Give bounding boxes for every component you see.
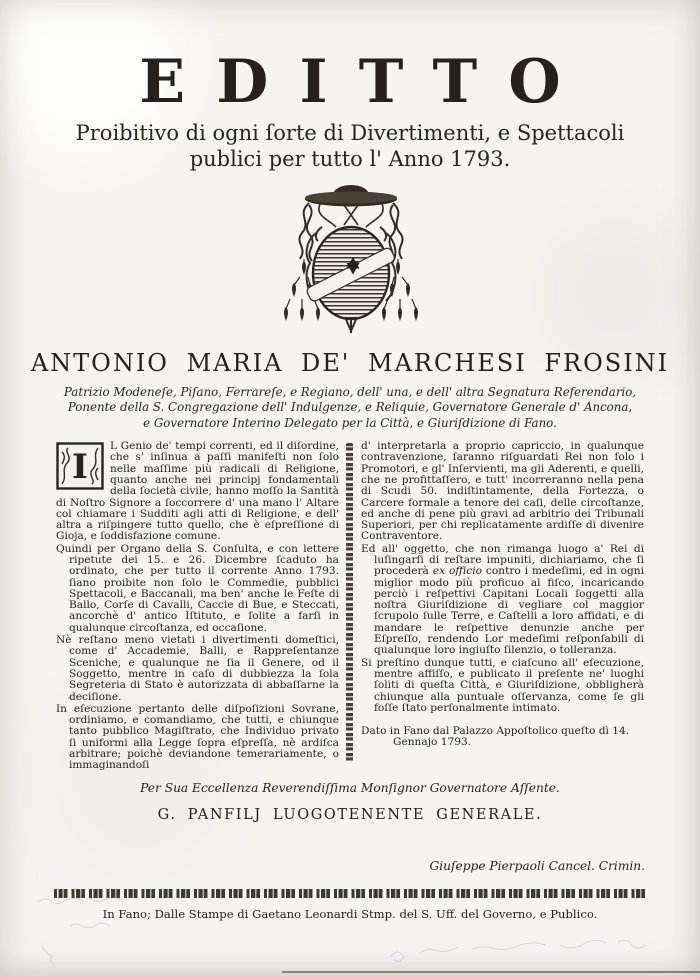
paragraph — [56, 441, 339, 543]
latin-phrase: ex officio — [432, 565, 482, 578]
coat-of-arms-icon — [260, 181, 440, 339]
paragraph: Quindi per Organo della S. Conſulta, e con lettere ripetute dei 15. e 26. Dicembre ſcaduto ha ordinato, che per tutto il corrente Anno 1793. ſiano proibite non ſolo le Commedie, pubblici Spettacoli, e Baccanali, ma ben' anche le Feſte di Ballo, Corſe di Cavalli, Caccie di Bue, e Steccati, ancorchè d' antico Iſtituto, e ſolite a farſi in qualunque circoſtanza, ed occaſione. — [56, 542, 339, 634]
paragraph: In eſecuzione pertanto delle diſpoſizioni Sovrane, ordiniamo, e comandiamo, che tutti, e chiunque tanto pubblico Magiſtrato, che Individuo privato ſi uniformi alla Legge ſopra eſpreſſa, nè ardiſca arbitrare; poichè deviandone temerariamente, o immaginandoſi — [56, 702, 339, 772]
body-column-right — [361, 441, 644, 773]
coat-of-arms — [0, 181, 700, 339]
body-columns — [56, 441, 644, 773]
column-divider-ornament — [346, 443, 353, 763]
paragraph: Nè reſtano meno vietati i divertimenti domeſtici, come d' Accademie, Balli, e Rappreſentanze Sceniche, e qualunque ne ſia il Genere, od il Soggetto, mentre in caſo di dubbiezza la ſola Segreteria di Stato è autorizzata di abbaſſarne la deciſione. — [56, 634, 339, 703]
author-titles — [0, 385, 700, 431]
chancellor-signature: Giuſeppe Pierpaoli Cancel. Crimin. — [429, 858, 645, 873]
paragraph-text: Ed all' oggetto, che non rimanga luogo a' Rei di luſingarſi di reſtare impuniti, dichiariamo, che ſi procederà — [361, 542, 644, 578]
dateline — [361, 726, 644, 749]
dateline-line-1: Dato in Fano dal Palazzo Appoſtolico queſto dì 14. — [361, 725, 630, 738]
subtitle-line-1: Proibitivo di ogni ſorte di Divertimenti, e Spettacoli — [75, 121, 625, 145]
scan-edge-line — [282, 971, 700, 973]
titles-line-3: e Governatore Interino Delegato per la Città, e Giuriſdizione di Fano. — [143, 415, 557, 430]
delegation-line: Per Sua Eccellenza Reverendiſſima Monſignor Governatore Aſſente. — [140, 780, 560, 795]
woodcut-initial-icon — [56, 442, 104, 490]
author-name: ANTONIO MARIA DE' MARCHESI FROSINI — [30, 349, 670, 378]
svg-text:I: I — [72, 447, 88, 488]
lieutenant-signature: G. PANFILJ LUOGOTENENTE GENERALE. — [157, 806, 543, 823]
imprint-line: In Fano; Dalle Stampe di Gaetano Leonardi Stmp. del S. Uff. del Governo, e Publico. — [102, 906, 598, 921]
edict-subtitle — [0, 122, 700, 171]
edict-title: EDITTO — [139, 47, 592, 117]
dateline-line-2: Gennajo 1793. — [393, 736, 472, 749]
paragraph-text: L Genio de' tempi correnti, ed il diſordine, che s' inſinua a paſſi manifeſti non ſolo nelle maſſime più radicali di Religione, quanto anche nei principj fondamentali della ſocietà civile, hanno moſſo la Santità di Noſtro Signore a ſoccorrere d' una mano l' Altare col chiamare i Sudditi agli atti di Religione, e dell' altra a riſpingere tutto quello, che è eſpreſſione di Gioja, e ſoddisfazione comune. — [56, 440, 339, 543]
drop-cap-initial — [56, 442, 104, 490]
paragraph: Si preſtino dunque tutti, e ciaſcuno all' eſecuzione, mentre affiſſo, e publicato il preſente ne' luoghi ſoliti di queſta Città, e Giuriſdizione, obbligherà chiunque alla puntuale oſſervanza, come ſe gli foſſe ſtato perſonalmente intimato. — [361, 656, 644, 714]
paragraph: d' interpretarla a proprio capriccio, in qualunque contravenzione, ſaranno riſguardati Rei non ſolo i Promotori, e gl' Inſervienti, ma gli Aderenti, e quelli, che ne profittaſſero, e tutt' incorreranno nella pena di Scudi 50. indiſtintamente, della Fortezza, o Carcere formale a tenore dei caſi, delle circoſtanze, ed anche di pene più gravi ad arbitrio dei Tribunali Superiori, per chi replicatamente ardiſſe di divenire Contraventore. — [361, 440, 644, 543]
paragraph — [361, 544, 644, 657]
titles-line-2: Ponente della S. Congregazione dell' Indulgenze, e Reliquie, Governatore Generale d' Ancona, — [67, 400, 633, 415]
printer-ornament-band — [54, 889, 646, 898]
body-column-left — [56, 441, 339, 773]
paragraph-text: contro i medeſimi, ed in ogni miglior modo più proficuo al fiſco, incaricando perciò i reſpettivi Capitani Locali ſoggetti alla noſtra Giuriſdizione di vegliare col maggior ſcrupolo ſulle Terre, e Caſtelli a loro affidati, e di mandare le reſpettive denunzie anche per Eſpreſſo, rendendo Lor medeſimi reſponſabili di qualunque loro ingiuſto ſilenzio, o tolleranza. — [374, 565, 644, 657]
titles-line-1: Patrizio Modeneſe, Piſano, Ferrareſe, e Regiano, dell' una, e dell' altra Segnatura Referendario, — [63, 385, 637, 400]
subtitle-line-2: publici per tutto l' Anno 1793. — [189, 146, 511, 171]
